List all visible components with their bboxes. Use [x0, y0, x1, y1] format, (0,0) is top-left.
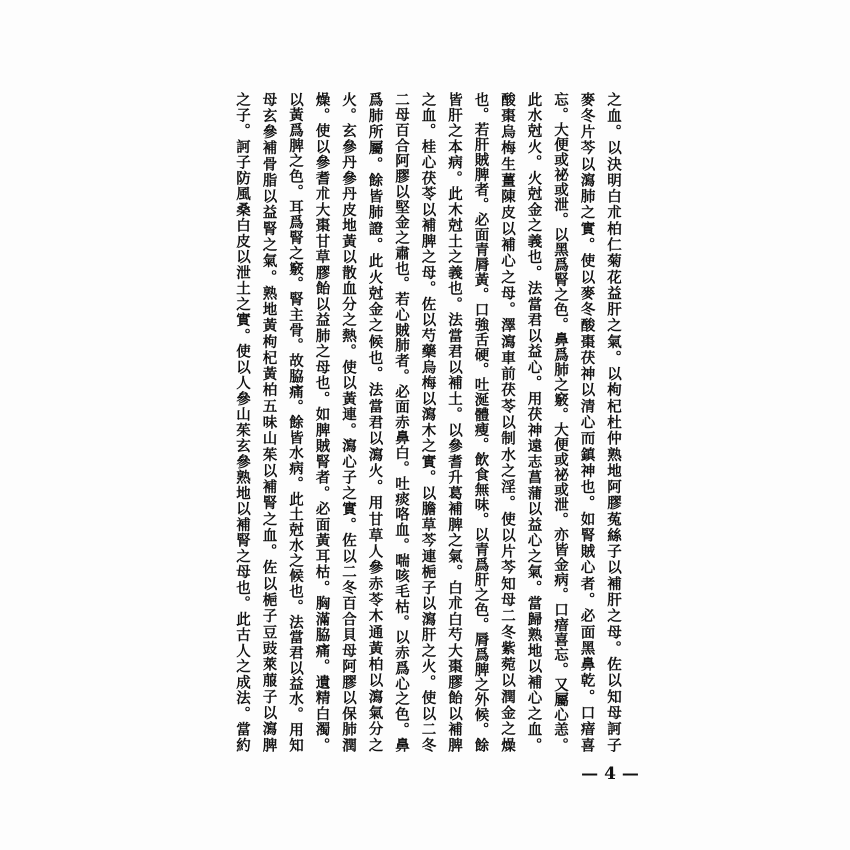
text-column: 麥冬片芩以瀉肺之實。使以麥冬酸棗茯神以清心而鎮神也。如腎賊心者。必面黑鼻乾。口瘖喜: [578, 92, 596, 752]
page-number: — 4 —: [581, 764, 639, 784]
text-column: 之血。以決明白朮柏仁菊花益肝之氣。以枸杞杜仲熟地阿膠菟絲子以補肝之母。佐以知母訶子: [605, 92, 622, 752]
text-column: 忘。大便或祕或泄。以黑爲腎之色。鼻爲肺之竅。大便或祕或泄。亦皆金病。口瘖喜忘。又屬心恙。: [552, 92, 569, 752]
text-column: 爲肺所屬。餘皆肺證。此火尅金之候也。法當君以瀉火。用甘草人參赤苓木通黃柏以瀉氣分之: [366, 92, 384, 752]
text-column: 也。若肝賊脾者。必面青脣黃。口強舌硬。吐涎體瘦。飲食無味。以青爲肝之色。脣爲脾之外候。餘: [472, 92, 490, 752]
text-body: [228, 92, 626, 752]
text-column: 以黃爲脾之色。耳爲腎之竅。腎主骨。故脇痛。餘皆水病。此土尅水之候也。法當君以益水。用知: [287, 92, 304, 752]
text-column: 母玄參補骨脂以益腎之氣。熟地黃枸杞黃柏五味山茱以補腎之血。佐以梔子豆豉萊菔子以瀉脾: [260, 92, 278, 752]
text-column: 火。玄參丹參丹皮地黃以散血分之熱。使以黃連。瀉心子之實。佐以二冬百合貝母阿膠以保肺潤: [340, 92, 357, 752]
text-column: 之子。訶子防風桑白皮以泄土之實。使以人參山茱玄參熟地以補腎之母也。此古人之成法。當約: [234, 92, 251, 752]
text-column: 酸棗烏梅生薑陳皮以補心之母。澤瀉車前茯苓以制水之淫。使以片芩知母二冬紫菀以潤金之燥: [499, 92, 516, 752]
text-column: 燥。使以參耆朮大棗甘草膠飴以益肺之母也。如脾賊腎者。必面黃耳枯。胸滿脇痛。遺精白濁。: [313, 92, 331, 752]
text-column: 之血。桂心茯苓以補脾之母。佐以芍藥烏梅以瀉木之實。以膽草芩連梔子以瀉肝之火。使以二冬: [419, 92, 437, 752]
text-column: 二母百合阿膠以堅金之肅也。若心賊肺者。必面赤鼻白。吐痰咯血。喘咳毛枯。以赤爲心之色。鼻: [393, 92, 410, 752]
text-column: 此水尅火。火尅金之義也。法當君以益心。用茯神遠志菖蒲以益心之氣。當歸熟地以補心之血。: [525, 92, 543, 752]
text-column: 皆肝之本病。此木尅土之義也。法當君以補土。以參耆升葛補脾之氣。白朮白芍大棗膠飴以補脾: [446, 92, 463, 752]
